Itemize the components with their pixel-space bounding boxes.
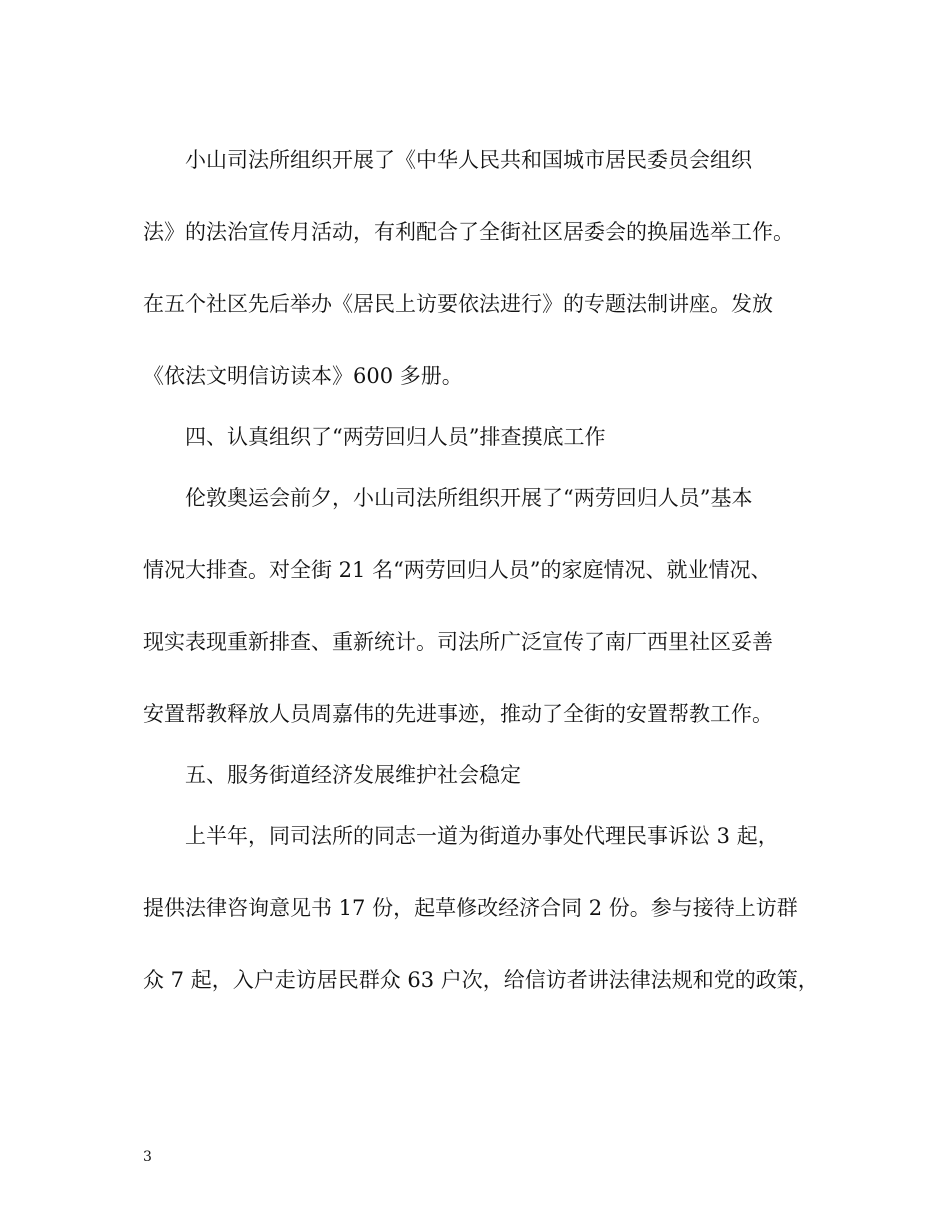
section-heading: 五、服务街道经济发展维护社会稳定 bbox=[185, 763, 521, 787]
paragraph-line: 上半年，同司法所的同志一道为街道办事处代理民事诉讼 3 起， bbox=[185, 824, 779, 848]
paragraph-line: 《依法文明信访读本》600 多册。 bbox=[143, 364, 463, 388]
paragraph-line: 小山司法所组织开展了《中华人民共和国城市居民委员会组织 bbox=[185, 148, 752, 172]
paragraph-line: 伦敦奥运会前夕，小山司法所组织开展了“两劳回归人员”基本 bbox=[185, 486, 753, 510]
paragraph-line: 情况大排查。对全街 21 名“两劳回归人员”的家庭情况、就业情况、 bbox=[143, 558, 772, 582]
section-heading: 四、认真组织了“两劳回归人员”排查摸底工作 bbox=[185, 425, 606, 449]
paragraph-line: 提供法律咨询意见书 17 份，起草修改经济合同 2 份。参与接待上访群 bbox=[143, 896, 798, 920]
paragraph-line: 在五个社区先后举办《居民上访要依法进行》的专题法制讲座。发放 bbox=[143, 292, 773, 316]
paragraph-line: 安置帮教释放人员周嘉伟的先进事迹，推动了全街的安置帮教工作。 bbox=[143, 702, 773, 726]
page-number: 3 bbox=[143, 1149, 152, 1165]
paragraph-line: 众 7 起，入户走访居民群众 63 户次，给信访者讲法律法规和党的政策， bbox=[143, 968, 819, 992]
paragraph-line: 法》的法治宣传月活动，有利配合了全街社区居委会的换届选举工作。 bbox=[143, 220, 794, 244]
paragraph-line: 现实表现重新排查、重新统计。司法所广泛宣传了南厂西里社区妥善 bbox=[143, 630, 773, 654]
